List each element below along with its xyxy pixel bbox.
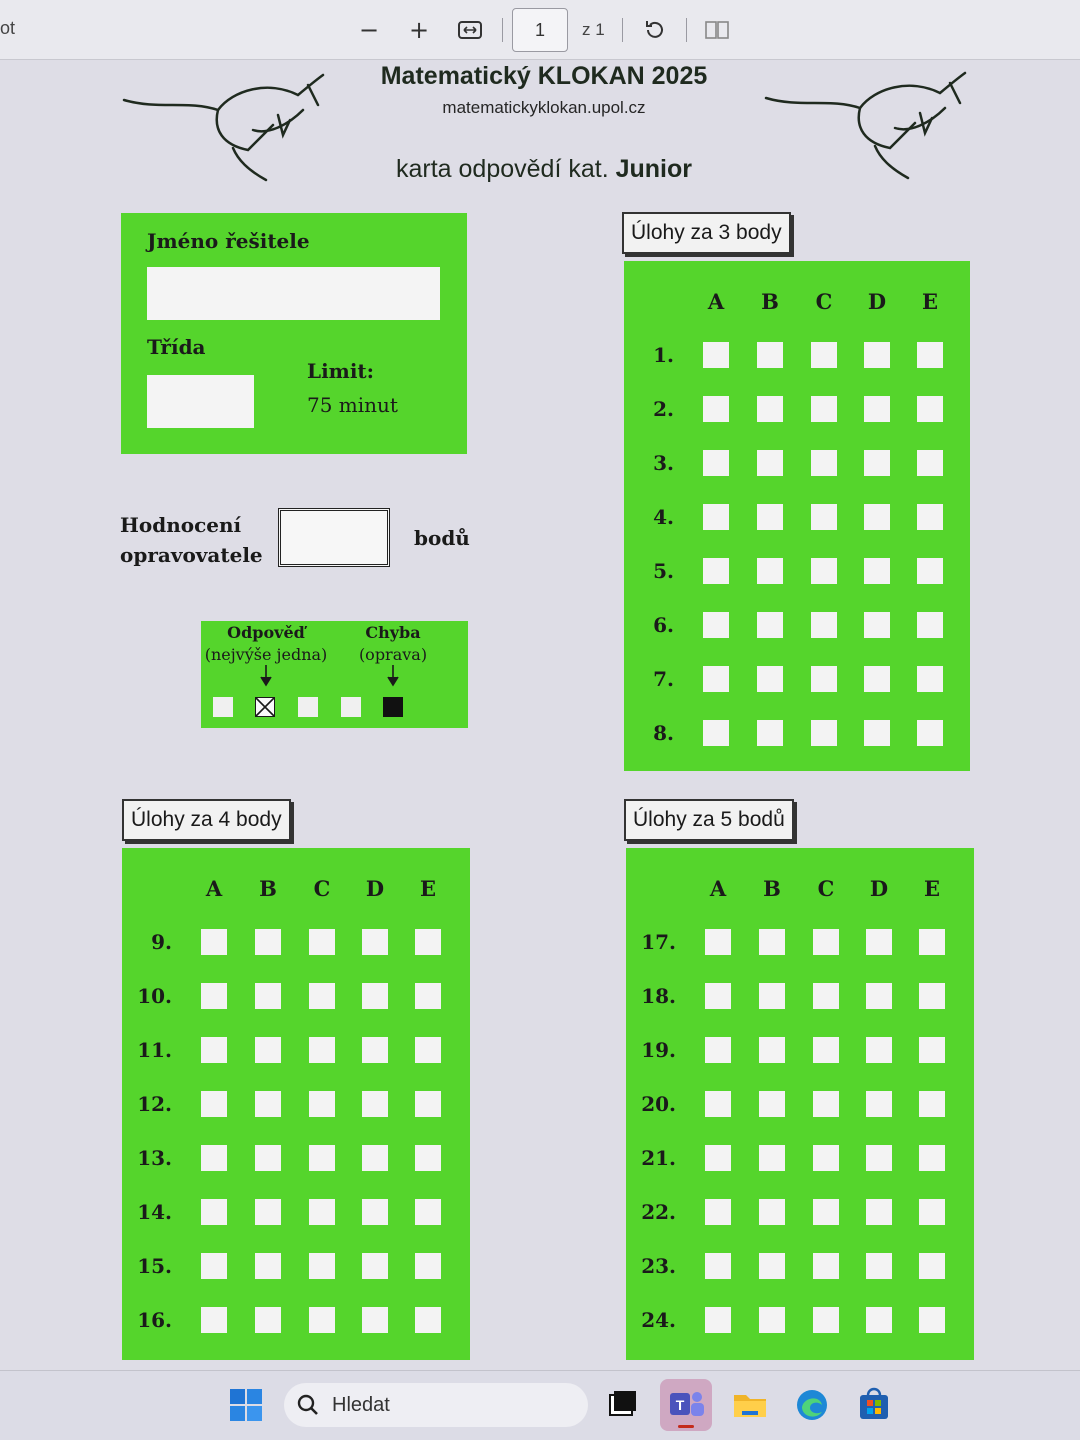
- document-title: Matematický KLOKAN 2025: [380, 62, 708, 90]
- answer-box-b[interactable]: [759, 1199, 785, 1225]
- minus-icon[interactable]: −: [358, 16, 380, 44]
- answer-box-c[interactable]: [309, 929, 335, 955]
- answer-box-a[interactable]: [703, 612, 729, 638]
- answer-box-c[interactable]: [813, 1091, 839, 1117]
- question-number: 24.: [641, 1308, 676, 1332]
- answer-box-c[interactable]: [813, 1199, 839, 1225]
- column-header-c: C: [817, 876, 835, 901]
- answer-box-b[interactable]: [759, 929, 785, 955]
- answer-box-c[interactable]: [309, 1091, 335, 1117]
- answer-box-a[interactable]: [201, 983, 227, 1009]
- answer-box-a[interactable]: [703, 666, 729, 692]
- marking-legend: [201, 621, 468, 728]
- two-page-icon[interactable]: [701, 14, 733, 46]
- question-number: 23.: [641, 1254, 676, 1278]
- document-page: [0, 60, 1080, 1370]
- answer-box-d[interactable]: [362, 1037, 388, 1063]
- section-label-4-points: Úlohy za 4 body: [122, 799, 291, 841]
- points-unit-label: bodů: [414, 526, 470, 550]
- class-label: Třída: [147, 335, 206, 359]
- answer-box-d[interactable]: [866, 1091, 892, 1117]
- limit-label: Limit:: [307, 359, 375, 383]
- question-number: 22.: [641, 1200, 676, 1224]
- answer-box-a[interactable]: [703, 504, 729, 530]
- answer-box-b[interactable]: [759, 1307, 785, 1333]
- answer-box-d[interactable]: [362, 1199, 388, 1225]
- answer-box-d[interactable]: [866, 1145, 892, 1171]
- legend-answer-note: (nejvýše jedna): [204, 645, 328, 664]
- question-number: 7.: [653, 667, 674, 691]
- column-header-a: A: [707, 289, 725, 314]
- answer-box-c[interactable]: [309, 1253, 335, 1279]
- question-number: 1.: [653, 343, 674, 367]
- rotate-icon[interactable]: [639, 14, 671, 46]
- answer-box-c[interactable]: [811, 504, 837, 530]
- legend-crossed-box: [255, 697, 275, 717]
- answer-box-a[interactable]: [201, 929, 227, 955]
- taskbar-search-box[interactable]: [284, 1383, 588, 1427]
- answer-box-b[interactable]: [255, 1145, 281, 1171]
- answer-box-c[interactable]: [813, 983, 839, 1009]
- answer-box-e[interactable]: [415, 1199, 441, 1225]
- legend-answer-label: Odpověď: [227, 623, 305, 642]
- answer-box-b[interactable]: [255, 983, 281, 1009]
- document-subtitle: [0, 155, 1080, 184]
- answer-box-e[interactable]: [919, 1145, 945, 1171]
- question-number: 11.: [137, 1038, 172, 1062]
- answer-box-b[interactable]: [757, 720, 783, 746]
- question-number: 18.: [641, 984, 676, 1008]
- evaluation-score-field[interactable]: [278, 508, 390, 567]
- answer-box-c[interactable]: [811, 450, 837, 476]
- answer-box-a[interactable]: [705, 1037, 731, 1063]
- windows-taskbar: [0, 1370, 1080, 1440]
- evaluation-label: [120, 510, 263, 570]
- answer-box-e[interactable]: [415, 1091, 441, 1117]
- answer-box-a[interactable]: [703, 720, 729, 746]
- section-label-3-points: Úlohy za 3 body: [622, 212, 791, 254]
- legend-error-label: Chyba: [365, 623, 421, 642]
- answer-box-d[interactable]: [864, 342, 890, 368]
- legend-empty-box: [341, 697, 361, 717]
- column-header-e: E: [921, 289, 938, 314]
- question-number: 13.: [137, 1146, 172, 1170]
- answer-box-d[interactable]: [362, 1145, 388, 1171]
- edge-icon[interactable]: [794, 1387, 830, 1423]
- answer-box-c[interactable]: [811, 396, 837, 422]
- question-number: 19.: [641, 1038, 676, 1062]
- class-field[interactable]: [147, 375, 254, 428]
- answer-box-e[interactable]: [919, 1199, 945, 1225]
- answer-box-d[interactable]: [362, 1091, 388, 1117]
- answer-box-e[interactable]: [415, 1145, 441, 1171]
- answer-box-a[interactable]: [705, 929, 731, 955]
- answer-box-a[interactable]: [703, 396, 729, 422]
- file-explorer-icon[interactable]: [732, 1387, 768, 1423]
- answer-box-a[interactable]: [201, 1199, 227, 1225]
- answer-box-c[interactable]: [811, 558, 837, 584]
- pdf-toolbar: [0, 0, 1080, 60]
- question-number: 16.: [137, 1308, 172, 1332]
- answer-box-b[interactable]: [757, 558, 783, 584]
- answer-box-c[interactable]: [811, 342, 837, 368]
- question-number: 5.: [653, 559, 674, 583]
- answer-box-a[interactable]: [705, 983, 731, 1009]
- legend-empty-box: [213, 697, 233, 717]
- toolbar-separator: [502, 18, 503, 42]
- answer-box-a[interactable]: [201, 1037, 227, 1063]
- answer-box-a[interactable]: [703, 558, 729, 584]
- answer-box-d[interactable]: [362, 983, 388, 1009]
- answer-box-c[interactable]: [309, 1307, 335, 1333]
- question-number: 10.: [137, 984, 172, 1008]
- answer-box-a[interactable]: [705, 1091, 731, 1117]
- answer-box-d[interactable]: [864, 504, 890, 530]
- document-url: matematickyklokan.upol.cz: [442, 98, 646, 117]
- teams-icon[interactable]: [660, 1379, 712, 1431]
- answer-box-a[interactable]: [201, 1307, 227, 1333]
- fit-width-icon[interactable]: [454, 14, 486, 46]
- answer-box-b[interactable]: [759, 1091, 785, 1117]
- answer-box-e[interactable]: [917, 396, 943, 422]
- answer-box-d[interactable]: [864, 558, 890, 584]
- answer-box-b[interactable]: [757, 396, 783, 422]
- answer-box-a[interactable]: [703, 450, 729, 476]
- question-number: 21.: [641, 1146, 676, 1170]
- column-header-a: A: [709, 876, 727, 901]
- answer-box-e[interactable]: [415, 1307, 441, 1333]
- question-number: 6.: [653, 613, 674, 637]
- answer-box-e[interactable]: [415, 929, 441, 955]
- answer-box-e[interactable]: [917, 450, 943, 476]
- answer-box-c[interactable]: [811, 666, 837, 692]
- answer-box-e[interactable]: [917, 612, 943, 638]
- answer-box-b[interactable]: [759, 1037, 785, 1063]
- answer-box-e[interactable]: [917, 504, 943, 530]
- answer-box-a[interactable]: [201, 1253, 227, 1279]
- answer-box-b[interactable]: [759, 1253, 785, 1279]
- answer-box-b[interactable]: [757, 666, 783, 692]
- question-number: 3.: [653, 451, 674, 475]
- answer-box-b[interactable]: [255, 1091, 281, 1117]
- page-number-input[interactable]: 1: [512, 8, 568, 52]
- column-header-d: D: [867, 289, 887, 314]
- column-header-b: B: [761, 289, 779, 314]
- answer-box-c[interactable]: [813, 1307, 839, 1333]
- answer-box-e[interactable]: [415, 1253, 441, 1279]
- answer-box-d[interactable]: [866, 1037, 892, 1063]
- answer-box-e[interactable]: [919, 983, 945, 1009]
- answer-box-c[interactable]: [813, 1253, 839, 1279]
- answer-box-c[interactable]: [811, 612, 837, 638]
- answer-box-d[interactable]: [362, 1253, 388, 1279]
- answer-box-b[interactable]: [759, 983, 785, 1009]
- question-number: 15.: [137, 1254, 172, 1278]
- answer-box-b[interactable]: [757, 504, 783, 530]
- answer-box-b[interactable]: [255, 1199, 281, 1225]
- answer-box-c[interactable]: [309, 1145, 335, 1171]
- column-header-e: E: [419, 876, 436, 901]
- answer-box-b[interactable]: [255, 929, 281, 955]
- answer-box-d[interactable]: [866, 983, 892, 1009]
- answer-box-c[interactable]: [813, 1037, 839, 1063]
- column-header-e: E: [923, 876, 940, 901]
- column-header-c: C: [313, 876, 331, 901]
- question-number: 4.: [653, 505, 674, 529]
- answer-box-d[interactable]: [864, 666, 890, 692]
- answer-box-d[interactable]: [362, 1307, 388, 1333]
- question-number: 20.: [641, 1092, 676, 1116]
- column-header-b: B: [763, 876, 781, 901]
- answer-box-b[interactable]: [757, 342, 783, 368]
- legend-empty-box: [298, 697, 318, 717]
- subtitle-category: Junior: [615, 155, 692, 183]
- question-number: 17.: [641, 930, 676, 954]
- student-info-panel: [121, 213, 467, 454]
- answer-grid-4-points: [122, 848, 470, 1360]
- column-header-d: D: [869, 876, 889, 901]
- column-header-a: A: [205, 876, 223, 901]
- answer-box-a[interactable]: [705, 1253, 731, 1279]
- answer-box-c[interactable]: [309, 983, 335, 1009]
- store-icon[interactable]: [856, 1387, 892, 1423]
- answer-box-e[interactable]: [917, 666, 943, 692]
- name-label: Jméno řešitele: [147, 229, 310, 253]
- page-total: z 1: [582, 20, 605, 39]
- answer-box-a[interactable]: [703, 342, 729, 368]
- toolbar-separator: [686, 18, 687, 42]
- answer-box-d[interactable]: [864, 612, 890, 638]
- answer-box-b[interactable]: [255, 1037, 281, 1063]
- question-number: 14.: [137, 1200, 172, 1224]
- answer-box-e[interactable]: [415, 983, 441, 1009]
- answer-box-b[interactable]: [757, 612, 783, 638]
- answer-box-e[interactable]: [917, 720, 943, 746]
- name-field[interactable]: [147, 267, 440, 320]
- toolbar-left-text: ot: [0, 18, 16, 38]
- search-icon: [296, 1393, 320, 1417]
- answer-box-e[interactable]: [919, 1307, 945, 1333]
- answer-grid-5-points: [626, 848, 974, 1360]
- answer-box-d[interactable]: [866, 1253, 892, 1279]
- answer-box-e[interactable]: [919, 1091, 945, 1117]
- answer-box-d[interactable]: [866, 929, 892, 955]
- subtitle-text: karta odpovědí kat.: [396, 155, 609, 183]
- windows-start-icon[interactable]: [228, 1387, 264, 1423]
- question-number: 9.: [151, 930, 172, 954]
- answer-box-c[interactable]: [813, 929, 839, 955]
- answer-box-e[interactable]: [415, 1037, 441, 1063]
- answer-box-d[interactable]: [864, 450, 890, 476]
- limit-value: 75 minut: [307, 393, 398, 417]
- answer-box-c[interactable]: [309, 1199, 335, 1225]
- arrow-down-icon: [260, 665, 272, 692]
- answer-box-d[interactable]: [864, 720, 890, 746]
- plus-icon[interactable]: +: [408, 16, 430, 44]
- question-number: 12.: [137, 1092, 172, 1116]
- question-number: 8.: [653, 721, 674, 745]
- answer-box-a[interactable]: [201, 1145, 227, 1171]
- answer-box-a[interactable]: [705, 1307, 731, 1333]
- answer-box-d[interactable]: [866, 1199, 892, 1225]
- answer-box-b[interactable]: [757, 450, 783, 476]
- answer-box-a[interactable]: [705, 1199, 731, 1225]
- legend-error-note: (oprava): [358, 645, 428, 664]
- answer-box-c[interactable]: [813, 1145, 839, 1171]
- legend-filled-box: [383, 697, 403, 717]
- answer-box-c[interactable]: [811, 720, 837, 746]
- column-header-b: B: [259, 876, 277, 901]
- toolbar-separator: [622, 18, 623, 42]
- search-label: Hledat: [332, 1394, 390, 1416]
- answer-box-e[interactable]: [917, 342, 943, 368]
- answer-box-d[interactable]: [864, 396, 890, 422]
- answer-box-a[interactable]: [705, 1145, 731, 1171]
- svg-text:T: T: [675, 1397, 685, 1413]
- evaluation-label-line2: opravovatele: [120, 543, 263, 567]
- answer-box-e[interactable]: [919, 929, 945, 955]
- answer-box-a[interactable]: [201, 1091, 227, 1117]
- answer-box-e[interactable]: [919, 1253, 945, 1279]
- answer-box-b[interactable]: [255, 1253, 281, 1279]
- answer-box-b[interactable]: [255, 1307, 281, 1333]
- arrow-down-icon: [387, 665, 399, 692]
- answer-box-d[interactable]: [362, 929, 388, 955]
- answer-box-e[interactable]: [917, 558, 943, 584]
- question-number: 2.: [653, 397, 674, 421]
- answer-box-e[interactable]: [919, 1037, 945, 1063]
- evaluation-label-line1: Hodnocení: [120, 513, 242, 537]
- task-view-icon[interactable]: [604, 1387, 640, 1423]
- answer-box-d[interactable]: [866, 1307, 892, 1333]
- column-header-c: C: [815, 289, 833, 314]
- column-header-d: D: [365, 876, 385, 901]
- answer-box-c[interactable]: [309, 1037, 335, 1063]
- answer-grid-3-points: [624, 261, 970, 771]
- section-label-5-points: Úlohy za 5 bodů: [624, 799, 794, 841]
- answer-box-b[interactable]: [759, 1145, 785, 1171]
